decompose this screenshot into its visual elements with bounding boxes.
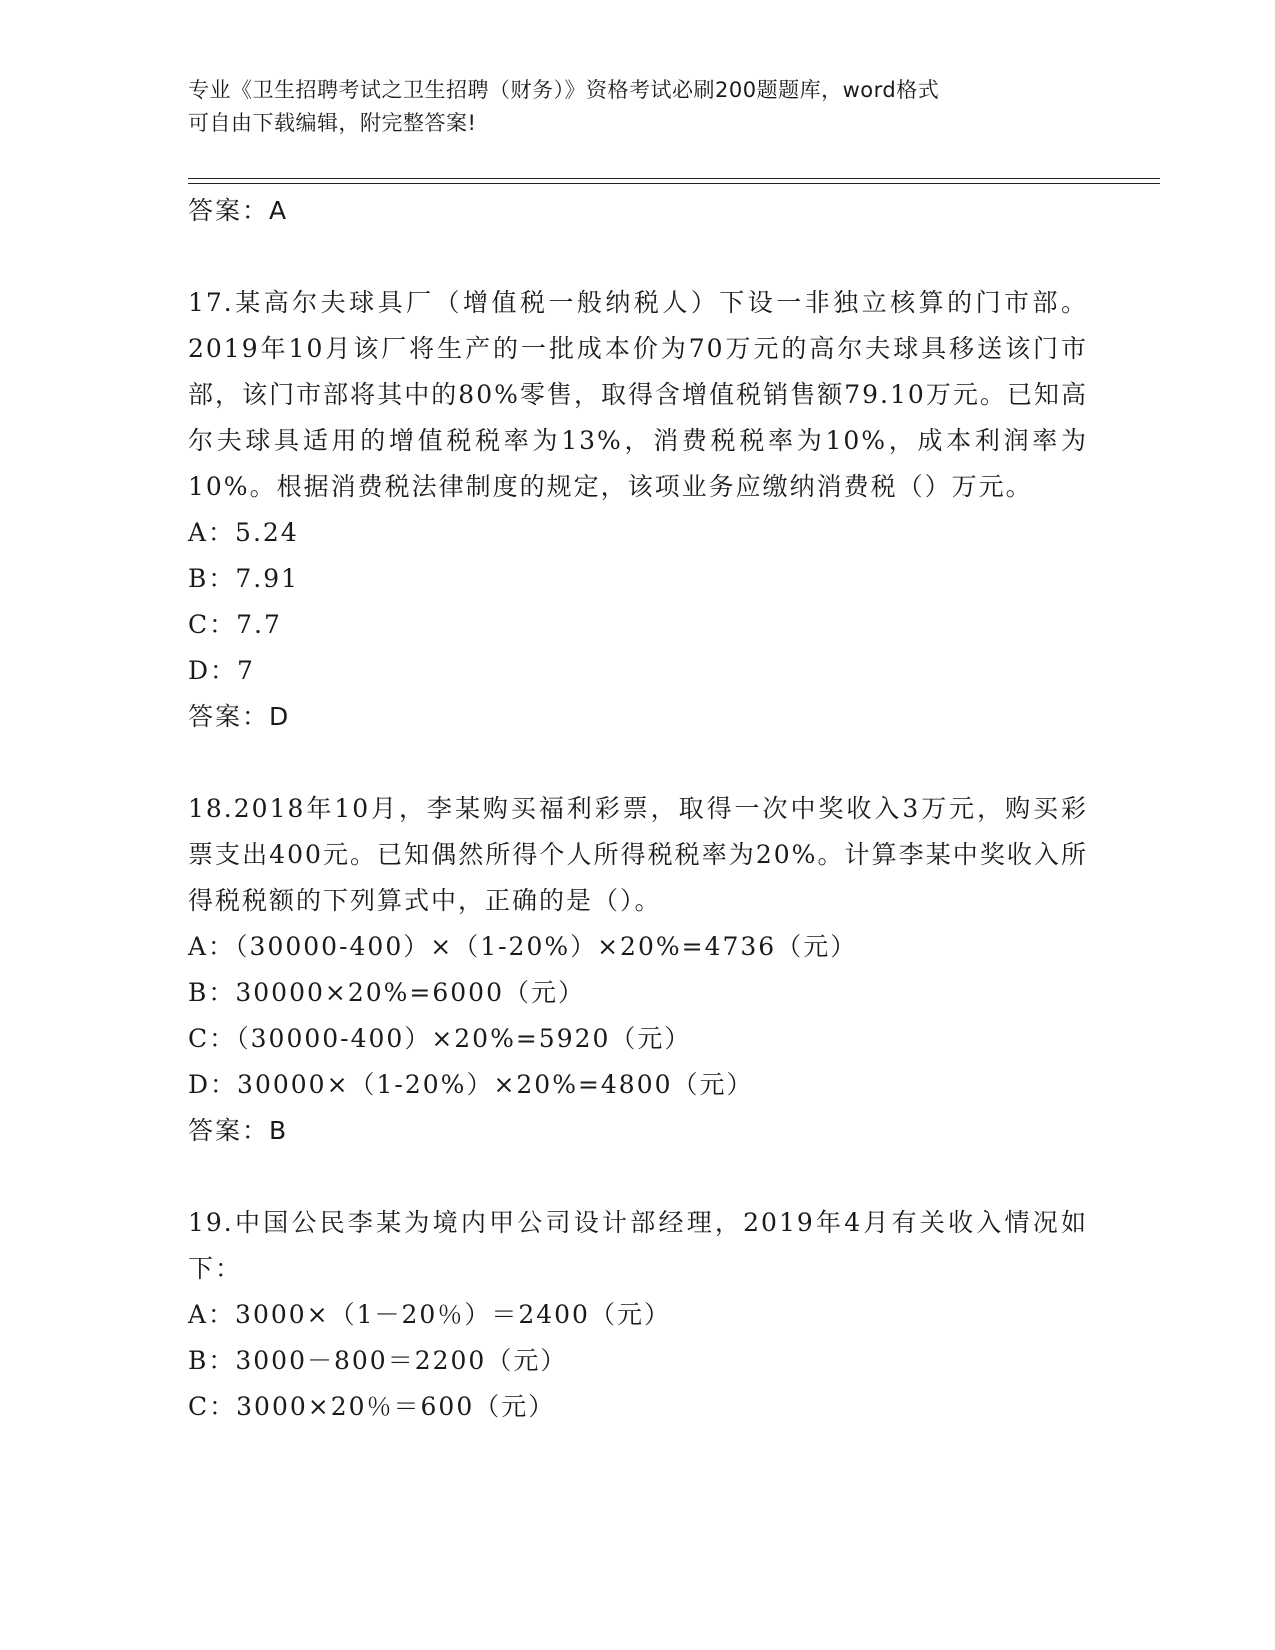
question-19 [188,1200,1088,1430]
option-c: C：3000×20％＝600（元） [188,1392,556,1421]
header-rule-bottom [188,183,1160,184]
spacer [188,234,1088,280]
option-b: B：7.91 [188,564,300,593]
header-line-2: 可自由下载编辑，附完整答案! [188,111,477,135]
option-c: C：（30000-400）×20%=5920（元） [188,1024,692,1053]
previous-answer: 答案：A [188,196,289,225]
question-text: 18.2018年10月，李某购买福利彩票，取得一次中奖收入3万元，购买彩票支出400元。已知偶然所得个人所得税税率为20%。计算李某中奖收入所得税税额的下列算式中，正确的是（）。 [188,794,1088,915]
option-d: D：30000×（1-20%）×20%=4800（元） [188,1070,754,1099]
option-c: C：7.7 [188,610,282,639]
header-line-1: 专业《卫生招聘考试之卫生招聘（财务）》资格考试必刷200题题库，word格式 [188,78,940,102]
document-body [188,188,1088,1430]
option-b: B：30000×20%=6000（元） [188,978,585,1007]
header-rule-top [188,178,1160,179]
spacer [188,740,1088,786]
spacer [188,1154,1088,1200]
option-a: A：5.24 [188,518,299,547]
option-a: A：（30000-400）×（1-20%）×20%=4736（元） [188,932,858,961]
question-text: 19.中国公民李某为境内甲公司设计部经理，2019年4月有关收入情况如下： [188,1208,1088,1283]
question-text: 17.某高尔夫球具厂（增值税一般纳税人）下设一非独立核算的门市部。2019年10月该厂将生产的一批成本价为70万元的高尔夫球具移送该门市部，该门市部将其中的80%零售，取得含增值税销售额79.10万元。已知高尔夫球具适用的增值税税率为13%，消费税税率为10%，成本利润率为10%。根据消费税法律制度的规定，该项业务应缴纳消费税（）万元。 [188,288,1088,501]
question-17 [188,280,1088,740]
option-d: D：7 [188,656,255,685]
option-a: A：3000×（1－20％）＝2400（元） [188,1300,671,1329]
option-b: B：3000－800＝2200（元） [188,1346,568,1375]
question-18 [188,786,1088,1154]
answer: 答案：B [188,1116,289,1145]
document-header [188,74,1068,140]
answer: 答案：D [188,702,291,731]
